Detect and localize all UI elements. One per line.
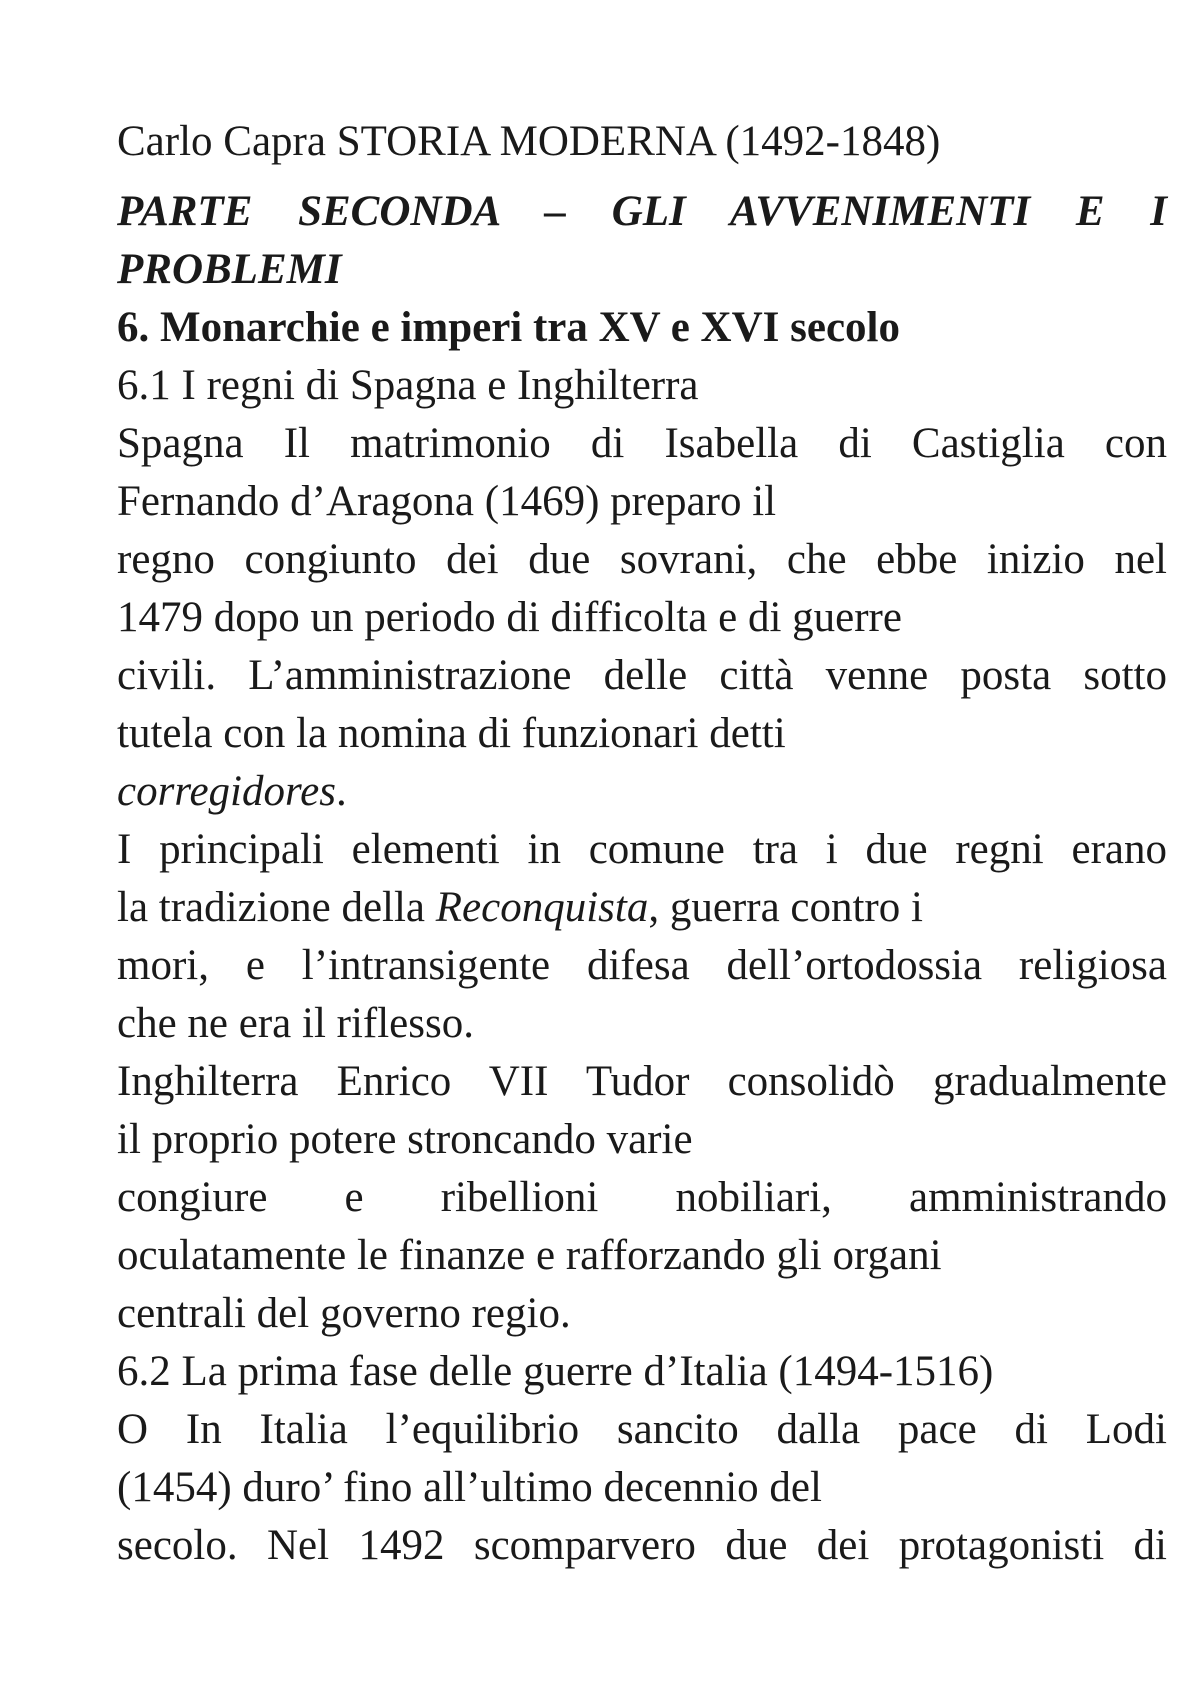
part-heading-line-1: PARTE SECONDA – GLI AVVENIMENTI E I xyxy=(117,188,1167,235)
common-elements-line: mori, e l’intransigente difesa dell’ortodossia religiosa xyxy=(117,942,1167,989)
spain-paragraph-line: civili. L’amministrazione delle città venne posta sotto xyxy=(117,652,1167,699)
corregidores-line xyxy=(117,763,1167,821)
chapter-heading: 6. Monarchie e imperi tra XV e XVI secolo xyxy=(117,304,900,351)
common-elements-line xyxy=(117,879,1167,937)
italy-paragraph-line: O In Italia l’equilibrio sancito dalla pace di Lodi xyxy=(117,1406,1167,1453)
italy-paragraph-line: (1454) duro’ fino all’ultimo decennio del xyxy=(117,1464,822,1511)
title-spacer xyxy=(117,171,1167,183)
reconquista-term: Reconquista xyxy=(435,884,649,931)
england-paragraph-line: centrali del governo regio. xyxy=(117,1290,571,1337)
england-paragraph-line: congiure e ribellioni nobiliari, amministrando xyxy=(117,1174,1167,1221)
common-elements-line: I principali elementi in comune tra i due regni erano xyxy=(117,826,1167,873)
england-paragraph-line: il proprio potere stroncando varie xyxy=(117,1116,693,1163)
spain-paragraph-line: Fernando d’Aragona (1469) preparo il xyxy=(117,478,777,525)
spain-paragraph-line: regno congiunto dei due sovrani, che ebbe inizio nel xyxy=(117,536,1167,583)
italy-paragraph-line: secolo. Nel 1492 scomparvero due dei protagonisti di xyxy=(117,1522,1167,1569)
document-title: Carlo Capra STORIA MODERNA (1492-1848) xyxy=(117,118,941,165)
common-text-post: , guerra contro i xyxy=(648,884,923,931)
corregidores-period: . xyxy=(335,768,347,815)
spain-paragraph-line: tutela con la nomina di funzionari detti xyxy=(117,710,786,757)
common-text-pre: la tradizione della xyxy=(117,884,436,931)
spain-paragraph-line: 1479 dopo un periodo di difficolta e di guerre xyxy=(117,594,902,641)
england-paragraph-line: Inghilterra Enrico VII Tudor consolidò gradualmente xyxy=(117,1058,1167,1105)
england-paragraph-line: oculatamente le finanze e rafforzando gli organi xyxy=(117,1232,942,1279)
corregidores-term: corregidores xyxy=(117,768,336,815)
spain-paragraph-line: Spagna Il matrimonio di Isabella di Castiglia con xyxy=(117,420,1167,467)
section-heading-6-1: 6.1 I regni di Spagna e Inghilterra xyxy=(117,362,699,409)
section-heading-6-2: 6.2 La prima fase delle guerre d’Italia (1494-1516) xyxy=(117,1348,994,1395)
part-heading-line-2: PROBLEMI xyxy=(117,246,342,293)
common-elements-line: che ne era il riflesso. xyxy=(117,1000,474,1047)
document-page xyxy=(117,113,1167,1575)
